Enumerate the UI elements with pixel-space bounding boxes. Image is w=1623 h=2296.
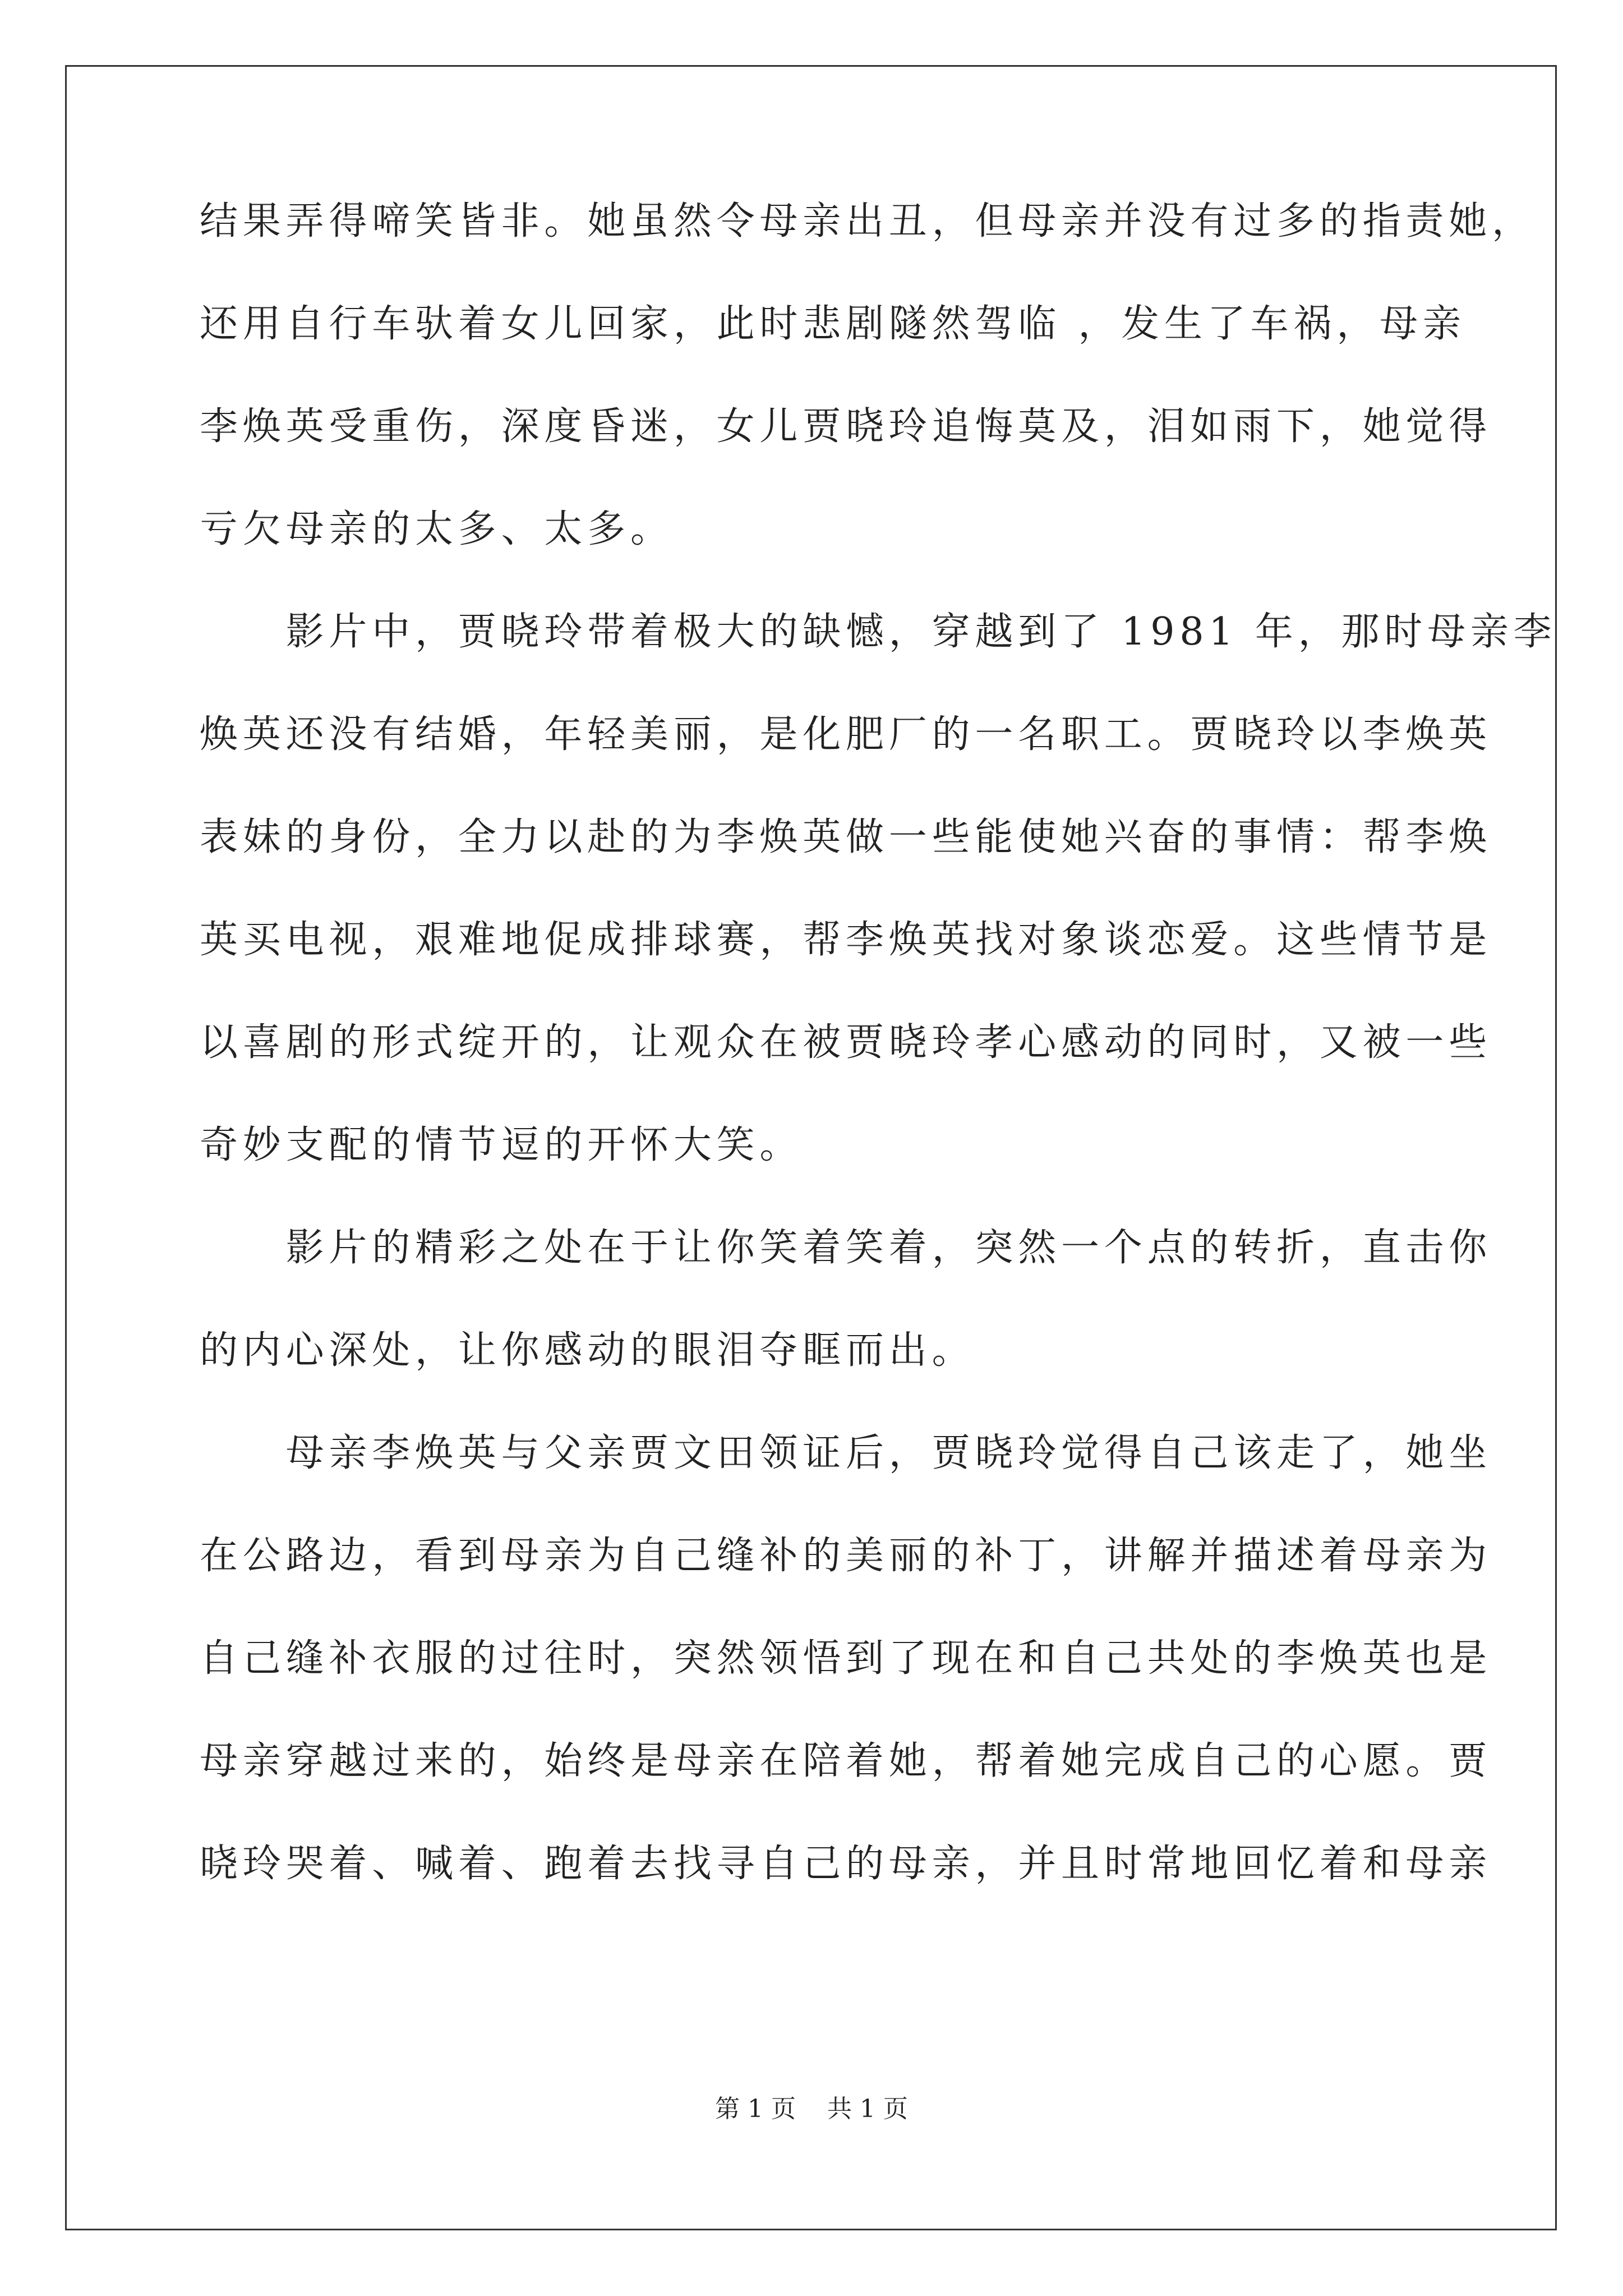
text-line: 奇妙支配的情节逗的开怀大笑。	[200, 1123, 803, 1167]
text-line: 还用自行车驮着女儿回家，此时悲剧隧然驾临 ，发生了车祸，母亲	[200, 302, 1466, 346]
text-line: 焕英还没有结婚，年轻美丽，是化肥厂的一名职工。贾晓玲以李焕英	[200, 712, 1492, 757]
text-line: 母亲李焕英与父亲贾文田领证后，贾晓玲觉得自己该走了，她坐	[200, 1431, 1492, 1475]
text-line: 的内心深处，让你感动的眼泪夺眶而出。	[200, 1328, 975, 1373]
text-line: 李焕英受重伤，深度昏迷，女儿贾晓玲追悔莫及，泪如雨下，她觉得	[200, 404, 1492, 449]
text-line: 母亲穿越过来的，始终是母亲在陪着她，帮着她完成自己的心愿。贾	[200, 1739, 1492, 1783]
text-line: 表妹的身份，全力以赴的为李焕英做一些能使她兴奋的事情：帮李焕	[200, 815, 1492, 859]
text-line: 晓玲哭着、喊着、跑着去找寻自己的母亲，并且时常地回忆着和母亲	[200, 1842, 1492, 1886]
page-footer	[0, 2092, 1623, 2126]
text-line: 在公路边，看到母亲为自己缝补的美丽的补丁，讲解并描述着母亲为	[200, 1534, 1492, 1578]
text-line: 以喜剧的形式绽开的，让观众在被贾晓玲孝心感动的同时，又被一些	[200, 1020, 1492, 1065]
text-line: 结果弄得啼笑皆非。她虽然令母亲出丑，但母亲并没有过多的指责她，	[200, 199, 1535, 243]
text-line: 自己缝补衣服的过往时，突然领悟到了现在和自己共处的李焕英也是	[200, 1636, 1492, 1681]
page-total: 共 1 页	[827, 2095, 908, 2123]
text-line: 影片的精彩之处在于让你笑着笑着，突然一个点的转折，直击你	[200, 1226, 1492, 1270]
text-line: 英买电视，艰难地促成排球赛，帮李焕英找对象谈恋爱。这些情节是	[200, 918, 1492, 962]
page-number: 第 1 页	[715, 2095, 796, 2123]
footer-gap	[796, 2095, 827, 2123]
text-line: 影片中，贾晓玲带着极大的缺憾，穿越到了 1981 年，那时母亲李	[200, 610, 1557, 654]
text-line: 亏欠母亲的太多、太多。	[200, 507, 674, 551]
